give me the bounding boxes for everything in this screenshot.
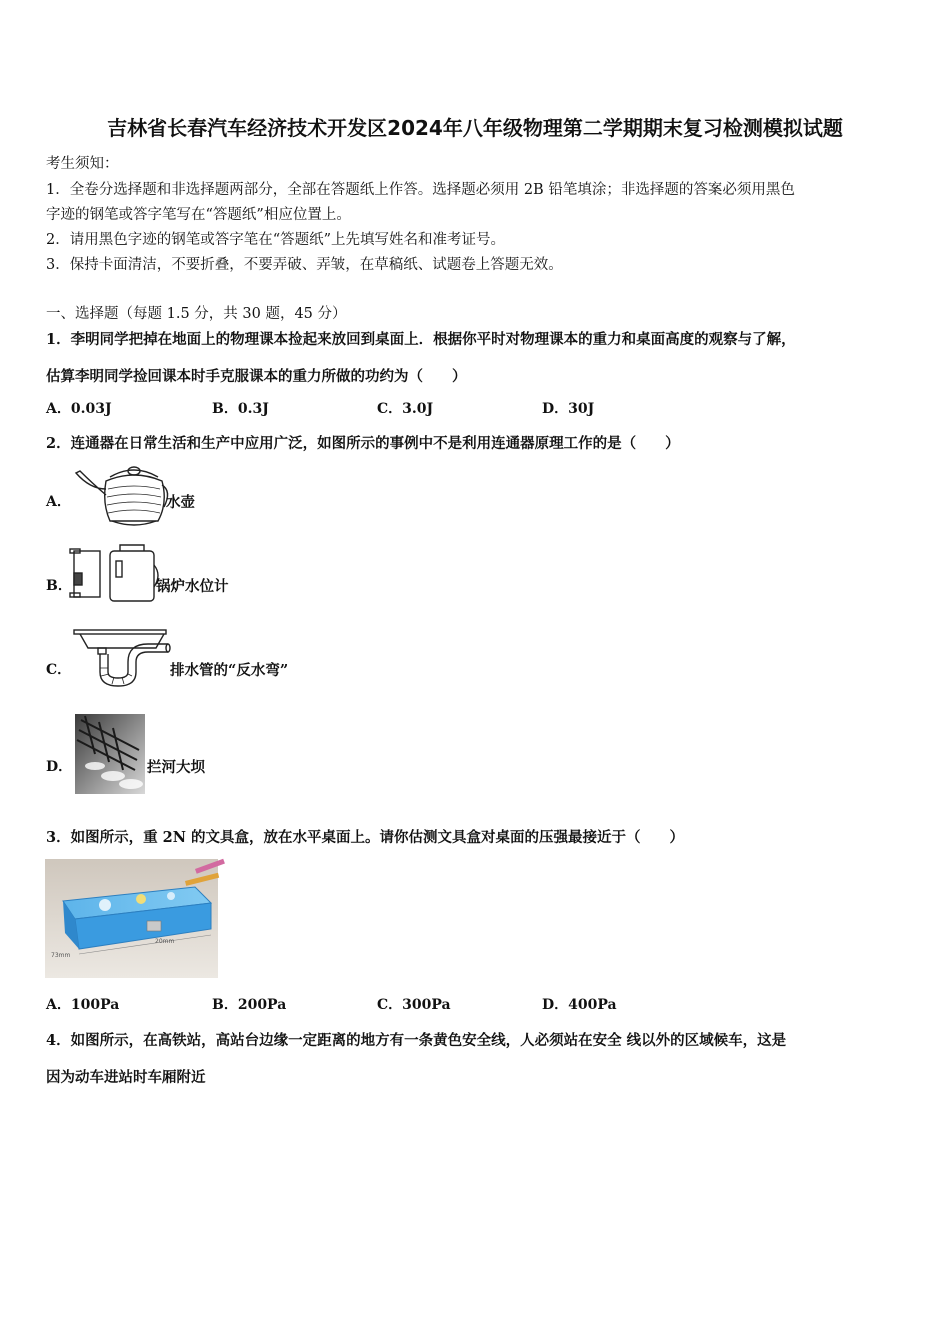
section-heading: 一、选择题（每题 1.5 分，共 30 题，45 分） [46,306,347,322]
notice-line-1: 1．全卷分选择题和非选择题两部分，全部在答题纸上作答。选择题必须用 2B 铅笔填涂；非选择题的答案必须用黑色 [46,182,795,198]
pencil-box-photo [45,859,218,978]
page-title: 吉林省长春汽车经济技术开发区2024年八年级物理第二学期期末复习检测模拟试题 [107,116,843,140]
notice-line-2: 2．请用黑色字迹的钢笔或答字笔在“答题纸”上先填写姓名和准考证号。 [46,232,506,248]
notice-heading: 考生须知： [46,156,119,172]
notice-line-1-cont: 字迹的钢笔或答字笔写在“答题纸”相应位置上。 [46,207,351,223]
drain-trap-illustration [72,628,172,690]
q4-stem-line-2: 因为动车进站时车厢附近 [46,1069,206,1086]
q1-option-b: B．0.3J [212,401,269,417]
dam-photo [75,714,145,794]
box-width-label: 20mm [155,938,175,945]
q1-option-a: A．0.03J [46,401,112,417]
q1-stem-line-2: 估算李明同学捡回课本时手克服课本的重力所做的功约为（ ） [46,368,467,385]
q2-option-b-text: 锅炉水位计 [156,578,229,595]
q2-option-d-letter: D． [46,759,73,775]
notice-line-3: 3．保持卡面清洁，不要折叠，不要弄破、弄皱，在草稿纸、试题卷上答题无效。 [46,257,563,273]
q2-option-c-text: 排水管的“反水弯” [170,662,289,679]
q1-option-d: D．30J [542,401,595,417]
q3-option-b: B．200Pa [212,997,287,1013]
q2-stem: 2．连通器在日常生活和生产中应用广泛，如图所示的事例中不是利用连通器原理工作的是（ ） [46,435,680,452]
kettle-illustration [74,459,166,527]
q2-option-a-text: 水壶 [166,494,195,511]
q2-option-b-letter: B． [46,578,72,594]
q2-option-c-letter: C． [46,662,72,678]
boiler-gauge-illustration [70,545,160,605]
q3-option-d: D．400Pa [542,997,617,1013]
q3-stem: 3．如图所示，重 2N 的文具盒，放在水平桌面上。请你估测文具盒对桌面的压强最接近于（ ） [46,829,685,846]
q1-option-c: C．3.0J [377,401,434,417]
box-depth-label: 73mm [51,952,71,959]
q3-option-c: C．300Pa [377,997,451,1013]
q2-option-d-text: 拦河大坝 [147,759,205,776]
q2-option-a-letter: A． [46,494,71,510]
q3-option-a: A．100Pa [46,997,120,1013]
q1-stem-line-1: 1．李明同学把掉在地面上的物理课本捡起来放回到桌面上．根据你平时对物理课本的重力和桌面高度的观察与了解， [46,331,796,348]
q4-stem-line-1: 4．如图所示，在高铁站，高站台边缘一定距离的地方有一条黄色安全线，人必须站在安全 线以外的区域候车，这是 [46,1032,787,1049]
